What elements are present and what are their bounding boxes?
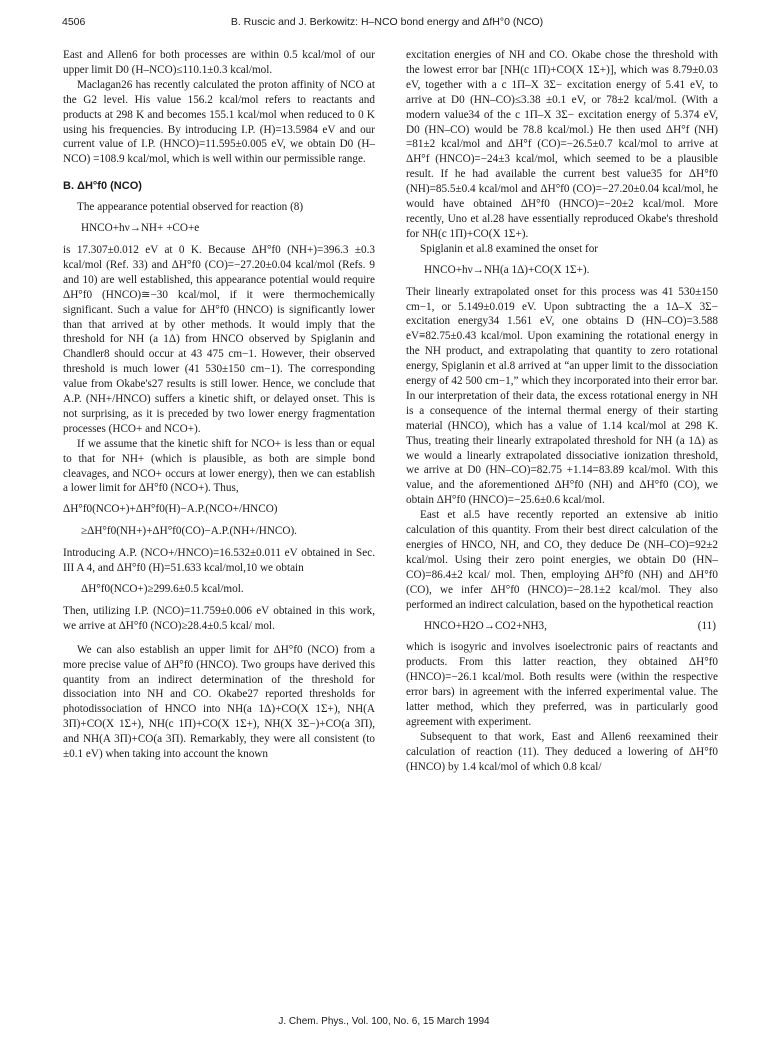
paragraph: The appearance potential observed for reaction (8) — [77, 201, 304, 214]
right-column — [406, 48, 718, 775]
paragraph: which is isogyric and involves isoelectronic pairs of reactants and products. From this latter reaction, they obtained ΔH°f0 (HNCO)=−26.1 kcal/mol. Both results were (within the respective error bars) in agreement with the inferred experimental value. The latter method, which they preferred, was in particularly good agreement with experiment. — [406, 641, 718, 728]
paragraph: East et al.5 have recently reported an extensive ab initio calculation of this quantity. From their best direct calculation of the energies of HNCO, NH, and CO, they deduce De (NH–CO)=92±2 kcal/mol. Using their zero point energies, we obtain D0 (HN–CO)=86.4±2 kcal/ mol. Then, employing ΔH°f0 (NH) and ΔH°f0 (CO), we infer ΔH°f0 (HNCO)=−28.1±2 kcal/mol. They also performed an indirect calculation, based on the hypothetical reaction — [406, 509, 718, 611]
left-column — [63, 48, 375, 762]
paragraph: Spiglanin et al.8 examined the onset for — [420, 242, 599, 255]
equation-body: HNCO+H2O→CO2+NH3, — [424, 619, 547, 632]
inequality-line-2: ≥ΔH°f0(NH+)+ΔH°f0(CO)−A.P.(NH+/HNCO). — [81, 525, 297, 538]
equation-number: (11) — [697, 619, 716, 632]
equation-onset: HNCO+hν→NH(a 1Δ)+CO(X 1Σ+). — [424, 263, 590, 276]
journal-citation-footer: J. Chem. Phys., Vol. 100, No. 6, 15 March 1994 — [278, 1016, 490, 1027]
paragraph: Subsequent to that work, East and Allen6 reexamined their calculation of reaction (11). They deduced a lowering of ΔH°f0 (HNCO) by 1.4 kcal/mol of which 0.8 kcal/ — [406, 730, 718, 773]
running-title: B. Ruscic and J. Berkowitz: H–NCO bond energy and ΔfH°0 (NCO) — [230, 16, 544, 28]
paragraph: If we assume that the kinetic shift for NCO+ is less than or equal to that for NH+ (which is plausible, as both are simple bond cleavages, and NCO+ occurs at lower energy), then we can establish a lower limit for ΔH°f0 (NCO+). Thus, — [63, 437, 375, 495]
paragraph: East and Allen6 for both processes are within 0.5 kcal/mol of our upper limit D0 (H–NCO)≤110.1±0.3 kcal/mol. — [63, 49, 375, 76]
paragraph: Introducing A.P. (NCO+/HNCO)=16.532±0.011 eV obtained in Sec. III A 4, and ΔH°f0 (H)=51.633 kcal/mol,10 we obtain — [63, 547, 375, 575]
section-heading: B. ΔH°f0 (NCO) — [63, 180, 142, 193]
page-number: 4506 — [62, 16, 86, 28]
page-header — [62, 12, 712, 32]
equation-nco-plus: ΔH°f0(NCO+)≥299.6±0.5 kcal/mol. — [81, 583, 244, 595]
inequality-line-1: ΔH°f0(NCO+)+ΔH°f0(H)−A.P.(NCO+/HNCO) — [63, 503, 278, 516]
paragraph: is 17.307±0.012 eV at 0 K. Because ΔH°f0 (NH+)=396.3 ±0.3 kcal/mol (Ref. 33) and ΔH°f0 (CO)=−27.20±0.04 kcal/mol (Refs. 9 and 10) are well established, this appearance potential would require ΔH°f0 (HNCO)≅−30 kcal/mol, if it were thermochemically significant. Such a value for ΔH°f0 (HNCO) is significantly lower than that arrived at by other methods. It would imply that the threshold for NH (a 1Δ) from HNCO observed by Spiglanin and Chandler8 should occur at 43 475 cm−1. However, their observed threshold is much lower (41 530±150 cm−1). The corresponding value from Okabe's27 results is still lower. Hence, we conclude that A.P. (NH+/HNCO) suffers a kinetic shift, or delayed onset. This is not surprising, as it is preceded by two lower energy fragmentation processes (HCO+ and NCO+). — [63, 243, 375, 435]
equation-reaction-8: HNCO+hν→NH+ +CO+e — [81, 222, 200, 235]
paragraph: Maclagan26 has recently calculated the proton affinity of NCO at the G2 level. His value 156.2 kcal/mol refers to reactants and products at 298 K and becomes 155.1 kcal/mol when reduced to 0 K using his frequencies. By introducing I.P. (H)=13.5984 eV and our current value of I.P. (HNCO)=11.595±0.005 eV, we obtain D0 (H–NCO) =108.9 kcal/mol, which is well within our permissible range. — [63, 78, 375, 166]
equation-reaction-11 — [406, 619, 718, 634]
paragraph: Their linearly extrapolated onset for this process was 41 530±150 cm−1, or 5.149±0.019 eV. Upon subtracting the a 1Δ–X 3Σ− excitation energy34 1.561 eV, one obtains D (HN–CO)=3.588 eV≡82.75±0.43 kcal/mol. Upon examining the rotational energy in the NH product, and extrapolating that quantity to zero rotational energy, Spiglanin et al.8 arrived at “an upper limit to the dissociation energy of 42 500 cm−1,” which they incorporated into their error bar. In our interpretation of their data, the excess rotational energy in NH is a consequence of the internal thermal energy of their starting material (HNCO), which has a value of 1.14 kcal/mol at 298 K. Thus, treating their linearly extrapolated threshold for NH (a 1Δ) as we would a linearly extrapolated dissociative ionization threshold, we arrive at D0 (HN–CO)=82.75 +1.14=83.89 kcal/mol. With this value, and the aforementioned ΔH°f0 (NH) and ΔH°f0 (CO), we obtain ΔH°f0 (HNCO)=−25.6±0.6 kcal/mol. — [406, 285, 718, 507]
paragraph: Then, utilizing I.P. (NCO)=11.759±0.006 eV obtained in this work, we arrive at ΔH°f0 (NCO)≥28.4±0.5 kcal/ mol. — [63, 604, 375, 632]
paragraph: We can also establish an upper limit for ΔH°f0 (NCO) from a more precise value of ΔH°f0 (HNCO). Two groups have derived this quantity from an indirect determination of the threshold for dissociation into NH and CO. Okabe27 reported thresholds for photodissociation of HNCO into NH(a 1Δ)+CO(X 1Σ+), NH(A 3Π)+CO(X 1Σ+), NH(c 1Π)+CO(X 1Σ+), NH(X 3Σ−)+CO(a 3Π), and NH(A 3Π)+CO(a 3Π). Remarkably, they were all consistent (to ±0.1 eV) when taking into account the known — [63, 643, 375, 761]
paragraph: excitation energies of NH and CO. Okabe chose the threshold with the lowest error bar [NH(c 1Π)+CO(X 1Σ+)], which was 8.79±0.03 eV, together with a c 1Π–X 3Σ− excitation energy of 5.41 eV, to arrive at D0 (HN–CO)≤3.38 ±0.1 eV, or 78±2 kcal/mol. (With a modern value34 of the c 1Π–X 3Σ− excitation energy of 5.374 eV, D0 (HN–CO) would be 78.8 kcal/mol.) He then used ΔH°f (NH) =81±2 kcal/mol and ΔH°f (CO)=−26.5±0.7 kcal/mol to arrive at ΔH°f (HNCO)=−24±3 kcal/mol, which seemed to be a plausible result. If he had available the current best value35 for ΔH°f0 (NH)=85.5±0.4 kcal/mol and ΔH°f0 (CO)=−27.20±0.04 kcal/mol, he would have obtained ΔH°f0 (HNCO)=−20±2 kcal/mol. More recently, Uno et al.28 have essentially reproduced Okabe's threshold for NH(c 1Π)+CO(X 1Σ+). — [406, 49, 718, 240]
